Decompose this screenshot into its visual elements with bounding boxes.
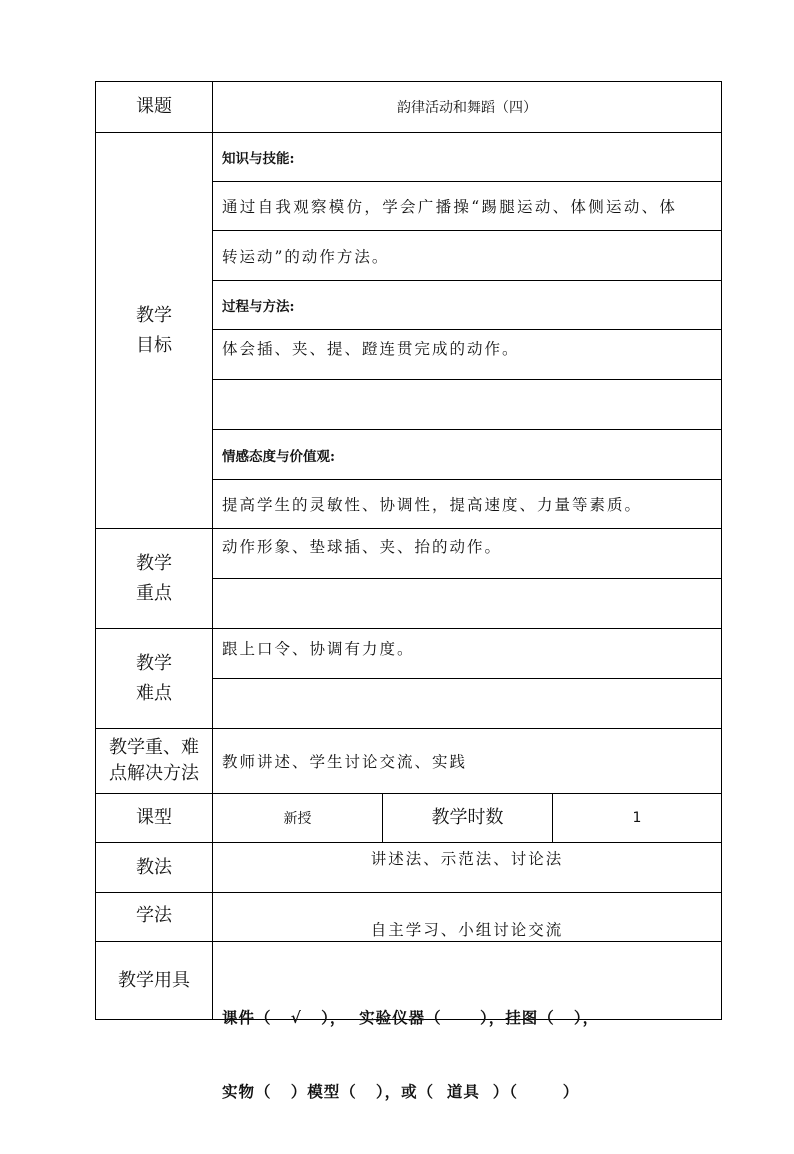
key-points-value: 动作形象、垫球插、夹、抬的动作。	[222, 538, 503, 556]
teaching-method-label-cell	[96, 843, 212, 892]
process-line1: 体会插、夹、提、蹬连贯完成的动作。	[222, 340, 520, 358]
knowledge-title: 知识与技能:	[222, 151, 295, 167]
objectives-label-cell	[96, 133, 212, 528]
knowledge-line2-cell	[213, 231, 721, 280]
tools-line1: 课件（ √ ）， 实验仪器（ ），挂图（ ），	[222, 1007, 600, 1027]
hours-label: 教学时数	[431, 807, 504, 829]
row-divider	[212, 678, 722, 679]
hours-value-cell	[553, 794, 721, 842]
tools-label: 教学用具	[118, 969, 190, 991]
tools-value-cell	[213, 942, 721, 1101]
hours-value: 1	[632, 810, 642, 826]
difficulties-value: 跟上口令、协调有力度。	[222, 640, 415, 658]
topic-label: 课题	[136, 96, 172, 118]
learning-method-label-cell	[96, 893, 212, 941]
difficulties-label-cell	[96, 629, 212, 728]
key-points-label-line1: 教学	[136, 552, 172, 574]
solution-value: 教师讲述、学生讨论交流、实践	[222, 753, 468, 771]
process-title: 过程与方法:	[222, 299, 295, 315]
objectives-label-line2: 目标	[136, 334, 172, 356]
knowledge-title-cell	[213, 133, 721, 181]
learning-method-value: 自主学习、小组讨论交流	[370, 921, 564, 939]
key-points-label-cell	[96, 529, 212, 628]
solution-label-line1: 教学重、难	[109, 736, 199, 758]
learning-method-value-cell	[213, 893, 721, 941]
process-title-cell	[213, 281, 721, 329]
difficulties-label-line2: 难点	[136, 682, 172, 704]
hours-label-cell	[383, 794, 552, 842]
objectives-label-line1: 教学	[136, 304, 172, 326]
teaching-method-value: 讲述法、示范法、讨论法	[370, 850, 564, 868]
key-points-label-line2: 重点	[136, 582, 172, 604]
lesson-type-label-cell	[96, 794, 212, 842]
emotion-line1-cell	[213, 480, 721, 528]
solution-value-cell	[213, 729, 721, 793]
knowledge-line1-cell	[213, 182, 721, 230]
key-points-value-cell	[213, 529, 721, 578]
tools-label-cell	[96, 942, 212, 1019]
knowledge-line1: 通过自我观察模仿，学会广播操“踢腿运动、体侧运动、体	[222, 198, 678, 216]
row-divider	[212, 578, 722, 579]
solution-label-cell	[96, 729, 212, 793]
empty-cell	[213, 380, 721, 429]
topic-value: 韵律活动和舞蹈（四）	[397, 100, 537, 116]
process-line1-cell	[213, 330, 721, 379]
emotion-title-cell	[213, 430, 721, 479]
difficulties-value-cell	[213, 629, 721, 678]
lesson-type-value-cell	[213, 794, 382, 842]
lesson-type-value: 新授	[283, 811, 312, 827]
emotion-title: 情感态度与价值观:	[222, 448, 335, 465]
topic-label-cell	[96, 82, 212, 132]
tools-line2: 实物（ ）模型（ ），或（ 道具 ）（ ）	[222, 1081, 580, 1101]
lesson-type-label: 课型	[136, 807, 172, 829]
teaching-method-value-cell	[213, 843, 721, 892]
solution-label-line2: 点解决方法	[109, 763, 199, 784]
difficulties-label-line1: 教学	[136, 652, 172, 674]
teaching-method-label: 教法	[136, 856, 172, 878]
knowledge-line2: 转运动”的动作方法。	[222, 247, 390, 266]
border-right	[721, 81, 722, 1020]
learning-method-label: 学法	[136, 905, 172, 926]
emotion-line1: 提高学生的灵敏性、协调性，提高速度、力量等素质。	[222, 496, 643, 514]
topic-value-cell	[213, 82, 721, 132]
